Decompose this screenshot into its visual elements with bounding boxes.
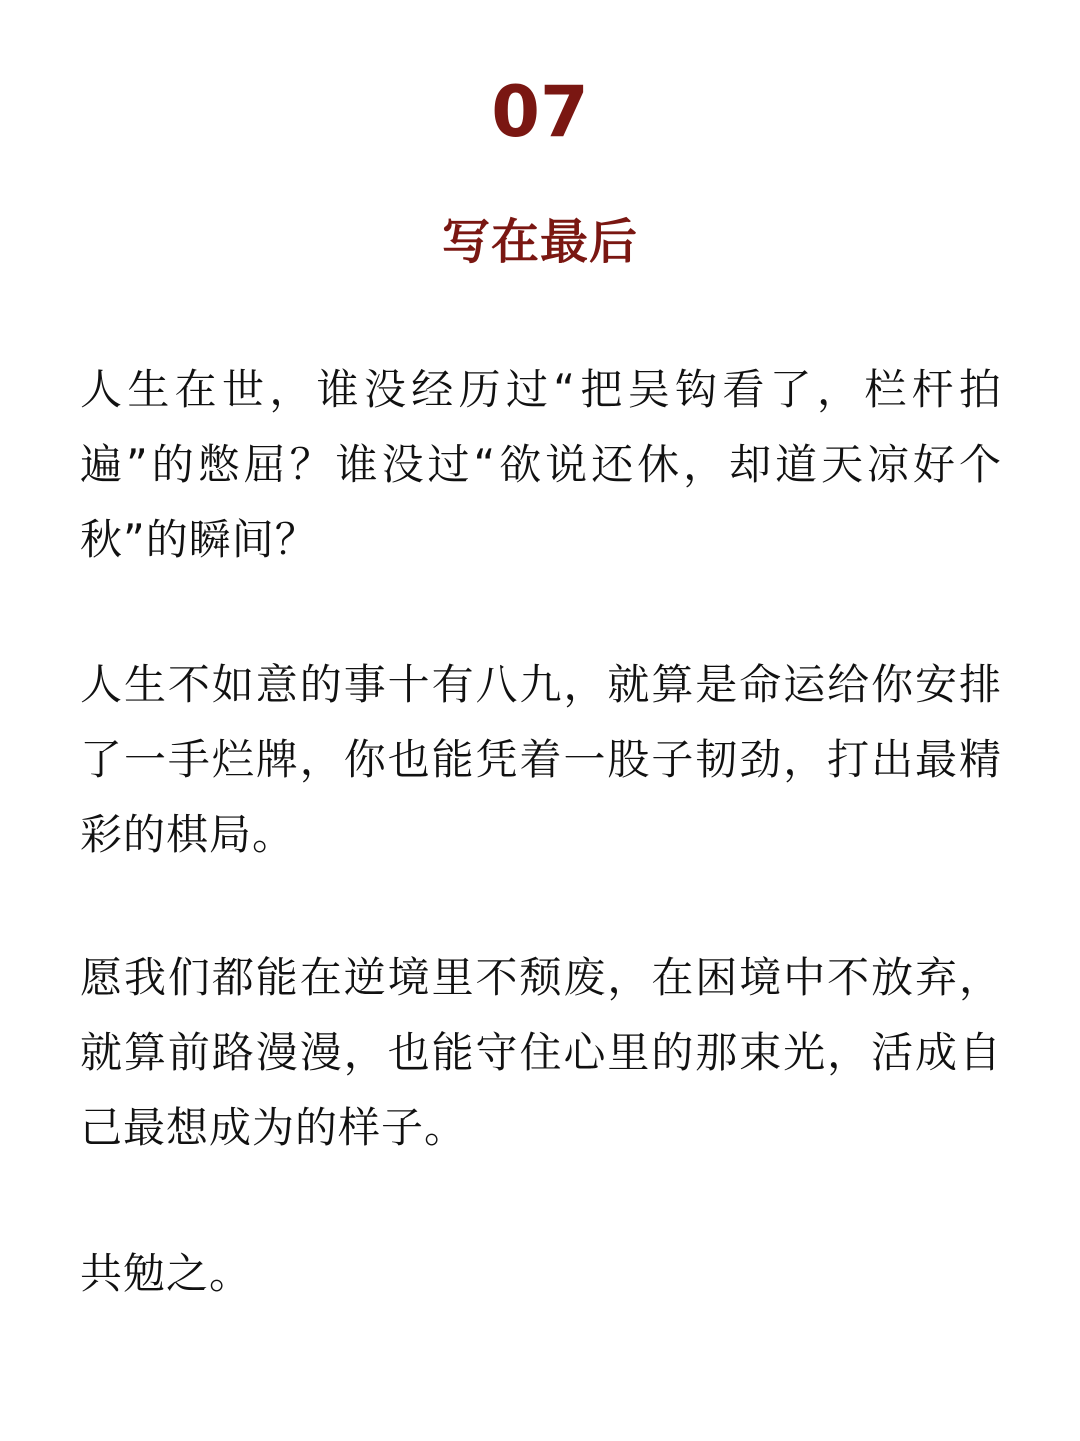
paragraph-2: 人生不如意的事十有八九，就算是命运给你安排了一手烂牌，你也能凭着一股子韧劲，打出最精彩的棋局。 <box>80 660 1002 859</box>
section-title: 写在最后 <box>441 214 638 270</box>
paragraph-3: 愿我们都能在逆境里不颓废，在困境中不放弃，就算前路漫漫，也能守住心里的那束光，活成自己最想成为的样子。 <box>80 953 1002 1152</box>
closing-line: 共勉之。 <box>80 1249 253 1298</box>
section-number: 07 <box>491 71 589 153</box>
paragraph-1: 人生在世，谁没经历过“把吴钩看了，栏杆拍遍”的憋屈？谁没过“欲说还休，却道天凉好个秋”的瞬间？ <box>80 365 1002 564</box>
